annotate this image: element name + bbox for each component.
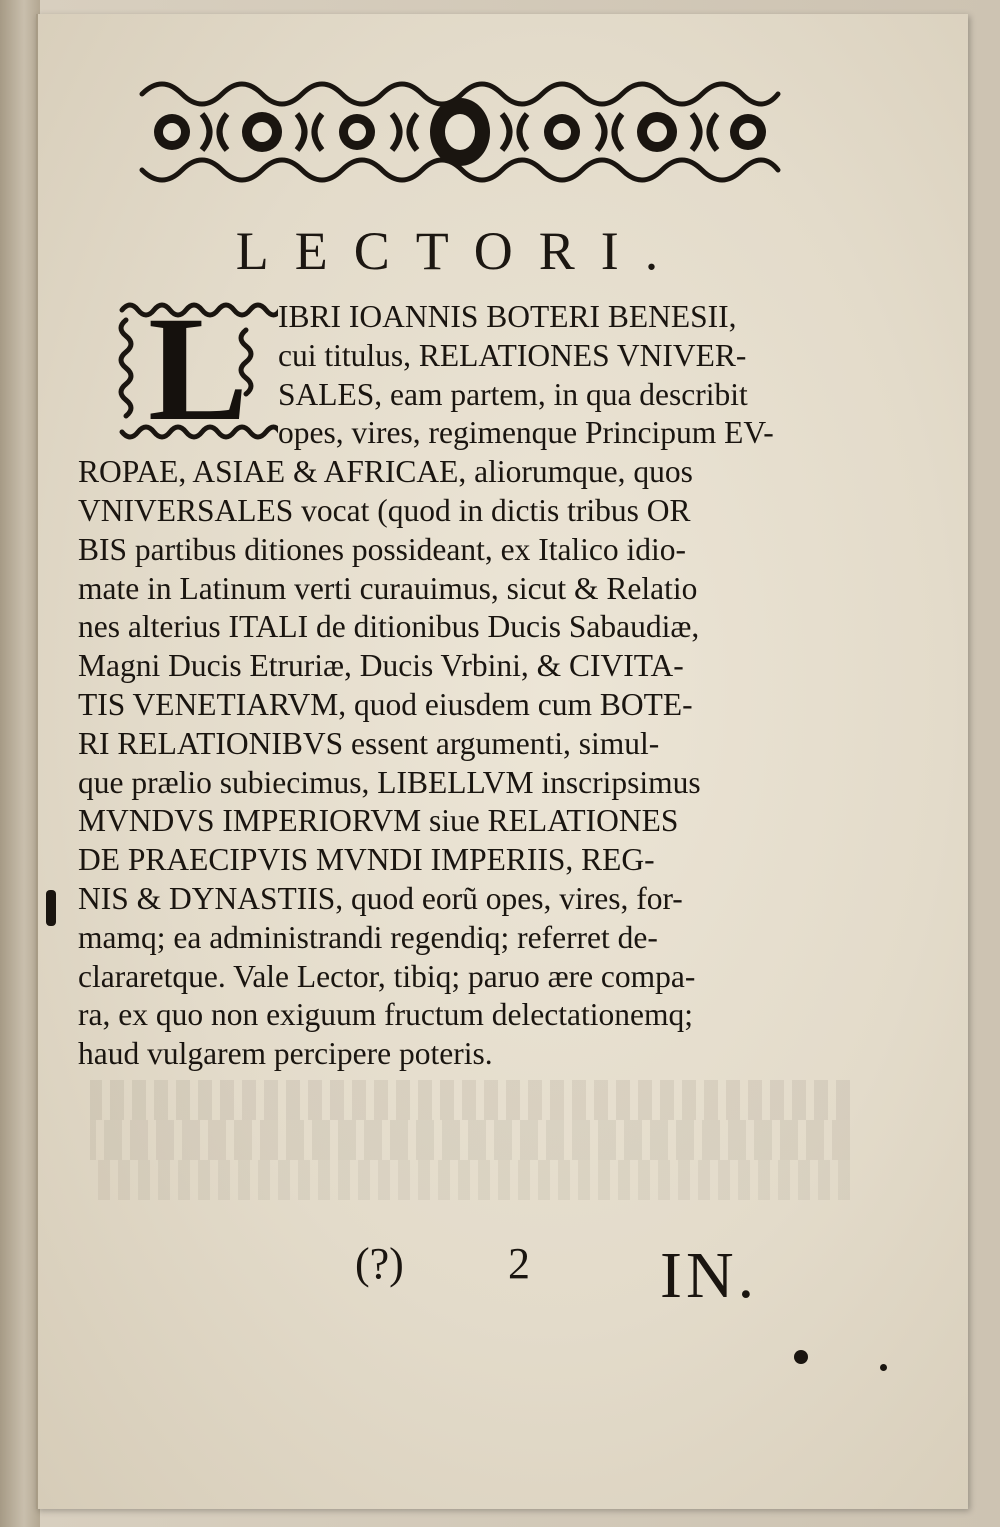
page-heading: LECTORI. (235, 221, 685, 281)
text-line: mamq; ea administrandi regendiq; referret de- (78, 919, 658, 955)
ornamental-headpiece (132, 74, 788, 190)
text-line: SALES, eam partem, in qua describit (278, 376, 748, 412)
text-line: mate in Latinum verti curauimus, sicut & Relatio (78, 570, 698, 606)
text-line: haud vulgarem percipere poteris. (78, 1036, 493, 1072)
text-line: RI RELATIONIBVS essent argumenti, simul- (78, 725, 660, 761)
text-line: clararetque. Vale Lector, tibiq; paruo ære compa- (78, 958, 696, 994)
text-line: VNIVERSALES vocat (quod in dictis tribus OR (78, 492, 691, 528)
text-line: ra, ex quo non exiguum fructum delectationemq; (78, 997, 693, 1033)
text-line: IBRI IOANNIS BOTERI BENESII, (278, 299, 737, 334)
ink-speck (46, 890, 56, 926)
signature-mark: (?) (355, 1239, 404, 1288)
text-line: NIS & DYNASTIIS, quod eorũ opes, vires, for- (78, 880, 683, 916)
signature-number: 2 (508, 1239, 530, 1288)
text-line: nes alterius ITALI de ditionibus Ducis Sabaudiæ, (78, 609, 700, 645)
ink-speck (880, 1364, 887, 1371)
text-line: DE PRAECIPVIS MVNDI IMPERIIS, REG- (78, 842, 655, 878)
drop-cap-letter: L (148, 286, 249, 452)
text-line: Magni Ducis Etruriæ, Ducis Vrbini, & CIVITA- (78, 648, 684, 684)
text-line: opes, vires, regimenque Principum EV- (278, 415, 774, 451)
ink-speck (794, 1350, 808, 1364)
book-spine-edge (0, 0, 40, 1527)
text-line: ROPAE, ASIAE & AFRICAE, aliorumque, quos (78, 454, 693, 490)
text-line: cui titulus, RELATIONES VNIVER- (278, 337, 747, 373)
show-through-texture (90, 1080, 850, 1200)
text-line: que prælio subiecimus, LIBELLVM inscripsimus (78, 764, 701, 800)
text-line: TIS VENETIARVM, quod eiusdem cum BOTE- (78, 686, 693, 722)
catchword: IN. (660, 1239, 759, 1312)
text-line: BIS partibus ditiones possideant, ex Italico idio- (78, 531, 687, 567)
text-line: MVNDVS IMPERIORVM siue RELATIONES (78, 803, 679, 839)
address-to-reader-text (78, 286, 798, 1074)
